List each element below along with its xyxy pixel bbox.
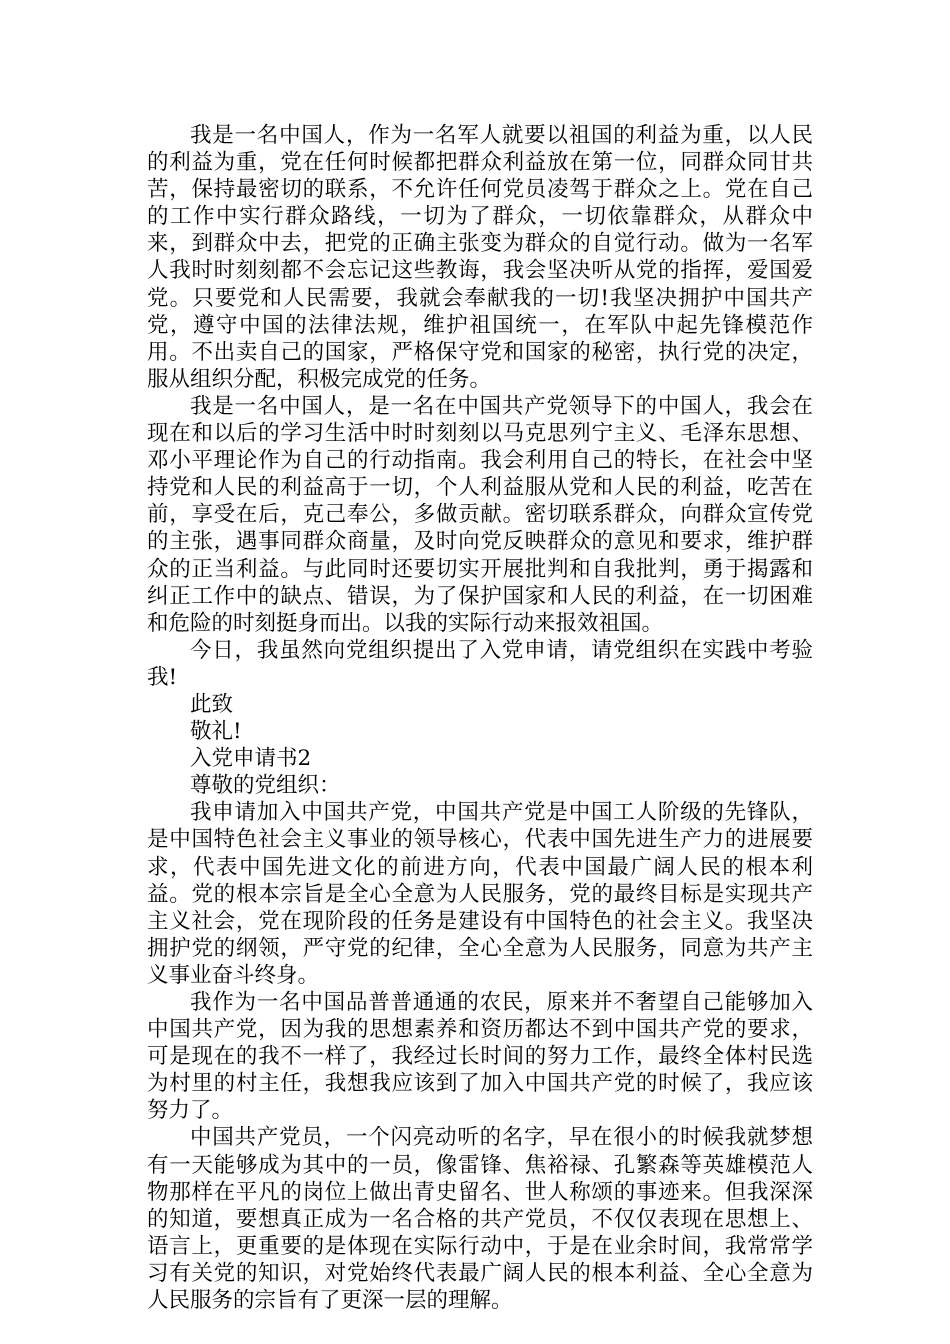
paragraph-apply-join: 我申请加入中国共产党，中国共产党是中国工人阶级的先锋队，是中国特色社会主义事业的领导核心，代表中国先进生产力的进展要求，代表中国先进文化的前进方向，代表中国最广阔人民的根本利益。党的根本宗旨是全心全意为人民服务，党的最终目标是实现共产主义社会，党在现阶段的任务是建设有中国特色的社会主义。我坚决拥护党的纲领，严守党的纪律，全心全意为人民服务，同意为共产主义事业奋斗终身。 xyxy=(147,800,813,988)
greeting: 尊敬的党组织： xyxy=(190,773,341,799)
paragraph-soldier-pledge: 我是一名中国人，作为一名军人就要以祖国的利益为重，以人民的利益为重，党在任何时候都把群众利益放在第一位，同群众同甘共苦，保持最密切的联系，不允许任何党员凌驾于群众之上。党在自己的工作中实行群众路线，一切为了群众，一切依靠群众，从群众中来，到群众中去，把党的正确主张变为群众的自觉行动。做为一名军人我时时刻刻都不会忘记这些教诲，我会坚决听从党的指挥，爱国爱党。只要党和人民需要，我就会奉献我的一切!我坚决拥护中国共产党，遵守中国的法律法规，维护祖国统一，在军队中起先锋模范作用。不出卖自己的国家，严格保守党和国家的秘密，执行党的决定，服从组织分配，积极完成党的任务。 xyxy=(147,123,813,392)
document-page xyxy=(147,122,813,1314)
closing-salutation-2: 敬礼! xyxy=(190,719,242,745)
closing-salutation-1: 此致 xyxy=(190,691,234,717)
paragraph-farmer: 我作为一名中国品普普通通的农民，原来并不奢望自己能够加入中国共产党，因为我的思想素养和资历都达不到中国共产党的要求，可是现在的我不一样了，我经过长时间的努力工作，最终全体村民选为村里的村主任，我想我应该到了加入中国共产党的时候了，我应该努力了。 xyxy=(147,990,813,1124)
paragraph-application-request: 今日，我虽然向党组织提出了入党申请，请党组织在实践中考验我! xyxy=(147,637,813,690)
section-title: 入党申请书2 xyxy=(190,746,312,772)
paragraph-dream: 中国共产党员，一个闪亮动听的名字，早在很小的时候我就梦想有一天能够成为其中的一员，像雷锋、焦裕禄、孔繁森等英雄模范人物那样在平凡的岗位上做出青史留名、世人称颂的事迹来。但我深深的知道，要想真正成为一名合格的共产党员，不仅仅表现在思想上、语言上，更重要的是体现在实际行动中，于是在业余时间，我常常学习有关党的知识，对党始终代表最广阔人民的根本利益、全心全意为人民服务的宗旨有了更深一层的理解。 xyxy=(147,1125,813,1314)
paragraph-citizen-pledge: 我是一名中国人，是一名在中国共产党领导下的中国人，我会在现在和以后的学习生活中时时刻刻以马克思列宁主义、毛泽东思想、邓小平理论作为自己的行动指南。我会利用自己的特长，在社会中坚持党和人民的利益高于一切，个人利益服从党和人民的利益，吃苦在前，享受在后，克己奉公，多做贡献。密切联系群众，向群众宣传党的主张，遇事同群众商量，及时向党反映群众的意见和要求，维护群众的正当利益。与此同时还要切实开展批判和自我批判，勇于揭露和纠正工作中的缺点、错误，为了保护国家和人民的利益，在一切困难和危险的时刻挺身而出。以我的实际行动来报效祖国。 xyxy=(147,393,813,636)
